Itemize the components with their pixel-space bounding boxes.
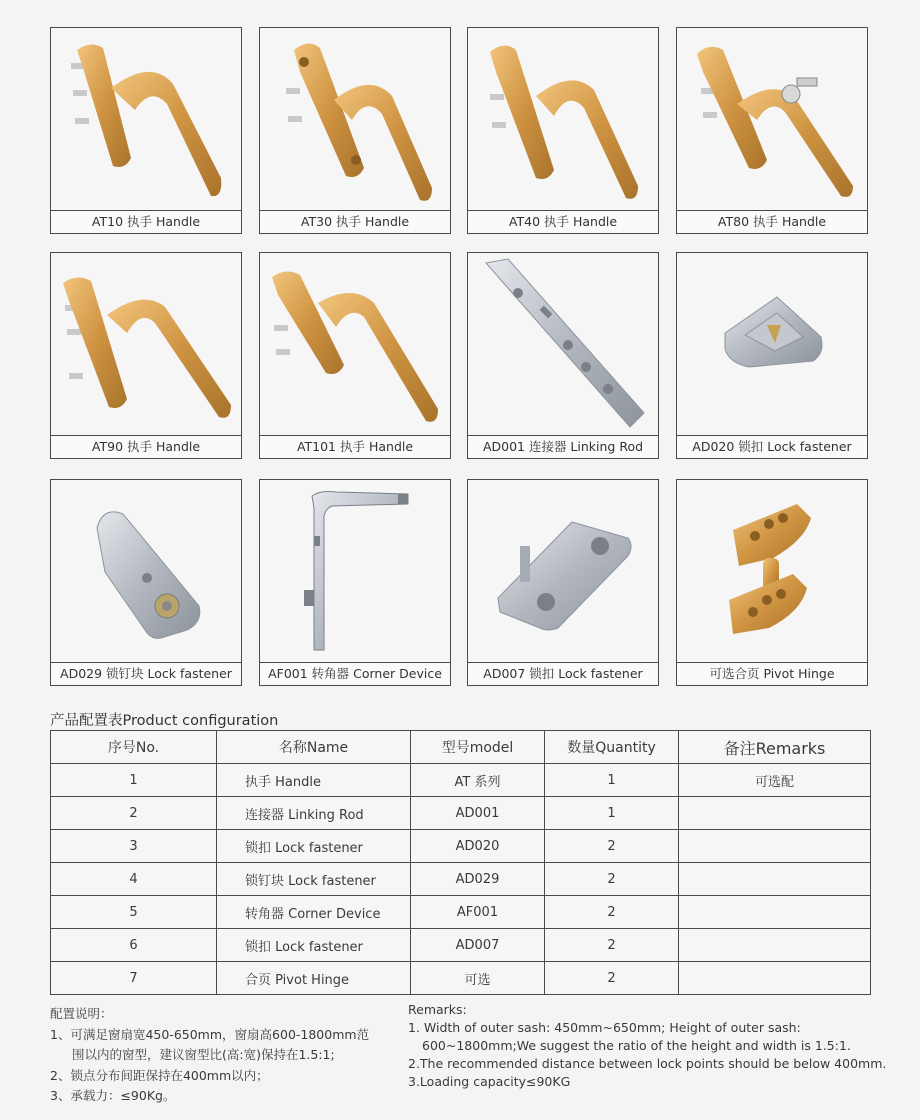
cell-no: 3	[51, 830, 217, 863]
product-caption: AD001 连接器 Linking Rod	[468, 435, 658, 458]
notes-en-line: 2.The recommended distance between lock points should be below 400mm.	[408, 1056, 887, 1071]
cell-no: 7	[51, 962, 217, 995]
cell-remarks	[679, 830, 871, 863]
notes-en-line: 600~1800mm;We suggest the ratio of the height and width is 1.5:1.	[422, 1038, 851, 1053]
cell-model: AF001	[411, 896, 545, 929]
gold-window-handle-icon	[468, 28, 658, 212]
config-title: 产品配置表Product configuration	[50, 713, 279, 729]
silver-corner-device-icon	[260, 480, 450, 664]
cell-model: AD001	[411, 797, 545, 830]
cell-quantity: 2	[545, 929, 679, 962]
notes-cn-line: 围以内的窗型，建议窗型比(高:宽)保持在1.5:1;	[72, 1047, 335, 1062]
silver-lock-pin-block-icon	[51, 480, 241, 664]
cell-quantity: 1	[545, 797, 679, 830]
header-remarks: 备注Remarks	[679, 731, 871, 764]
header-quantity: 数量Quantity	[545, 731, 679, 764]
gold-window-handle-icon	[51, 253, 241, 437]
product-card-at101	[259, 252, 451, 459]
product-card-at40	[467, 27, 659, 234]
cell-model: AT 系列	[411, 764, 545, 797]
product-caption: AT101 执手 Handle	[260, 435, 450, 458]
gold-window-handle-icon	[51, 28, 241, 212]
table-row	[51, 797, 871, 830]
cell-no: 6	[51, 929, 217, 962]
silver-lock-fastener-icon	[677, 253, 867, 437]
silver-lock-keeper-icon	[468, 480, 658, 664]
cell-name: 锁钉块 Lock fastener	[217, 863, 411, 896]
product-card-af001	[259, 479, 451, 686]
cell-quantity: 2	[545, 896, 679, 929]
cell-remarks	[679, 896, 871, 929]
product-card-ad020	[676, 252, 868, 459]
product-caption: AF001 转角器 Corner Device	[260, 662, 450, 685]
cell-model: AD020	[411, 830, 545, 863]
cell-name: 转角器 Corner Device	[217, 896, 411, 929]
notes-english	[408, 1001, 913, 1091]
cell-quantity: 2	[545, 962, 679, 995]
product-card-ad029	[50, 479, 242, 686]
gold-window-handle-icon	[260, 28, 450, 212]
cell-no: 1	[51, 764, 217, 797]
notes-chinese	[50, 1004, 390, 1107]
header-name: 名称Name	[217, 731, 411, 764]
product-card-pivot-hinge	[676, 479, 868, 686]
gold-pivot-hinge-icon	[677, 480, 867, 664]
cell-name: 连接器 Linking Rod	[217, 797, 411, 830]
cell-quantity: 1	[545, 764, 679, 797]
cell-remarks	[679, 962, 871, 995]
cell-remarks	[679, 863, 871, 896]
product-caption: AD020 锁扣 Lock fastener	[677, 435, 867, 458]
notes-cn-line: 1、可满足窗扇宽450-650mm，窗扇高600-1800mm范	[50, 1026, 370, 1042]
product-card-ad001	[467, 252, 659, 459]
cell-model: 可选	[411, 962, 545, 995]
silver-linking-rod-icon	[468, 253, 658, 437]
cell-name: 锁扣 Lock fastener	[217, 929, 411, 962]
table-row	[51, 764, 871, 797]
cell-remarks	[679, 929, 871, 962]
notes-cn-line: 2、锁点分布间距保持在400mm以内；	[50, 1067, 269, 1083]
notes-en-title: Remarks:	[408, 1002, 467, 1017]
cell-remarks: 可选配	[679, 764, 871, 797]
product-caption: AT80 执手 Handle	[677, 210, 867, 233]
product-caption: AT90 执手 Handle	[51, 435, 241, 458]
product-caption: 可选合页 Pivot Hinge	[677, 662, 867, 685]
gold-window-handle-icon	[260, 253, 450, 437]
table-row	[51, 929, 871, 962]
product-card-ad007	[467, 479, 659, 686]
cell-no: 5	[51, 896, 217, 929]
table-row	[51, 896, 871, 929]
cell-no: 4	[51, 863, 217, 896]
header-model: 型号model	[411, 731, 545, 764]
product-caption: AT10 执手 Handle	[51, 210, 241, 233]
cell-model: AD007	[411, 929, 545, 962]
table-header-row	[51, 731, 871, 764]
product-configuration-table	[50, 730, 871, 995]
table-row	[51, 863, 871, 896]
product-caption: AT40 执手 Handle	[468, 210, 658, 233]
cell-quantity: 2	[545, 863, 679, 896]
product-card-at30	[259, 27, 451, 234]
product-card-at80	[676, 27, 868, 234]
notes-en-line: 3.Loading capacity≤90KG	[408, 1074, 571, 1089]
header-no: 序号No.	[51, 731, 217, 764]
cell-name: 合页 Pivot Hinge	[217, 962, 411, 995]
notes-cn-line: 3、承载力：≤90Kg。	[50, 1088, 176, 1103]
cell-no: 2	[51, 797, 217, 830]
notes-en-line: 1. Width of outer sash: 450mm~650mm; Height of outer sash:	[408, 1020, 801, 1035]
product-caption: AT30 执手 Handle	[260, 210, 450, 233]
gold-locking-handle-with-key-icon	[677, 28, 867, 212]
cell-name: 执手 Handle	[217, 764, 411, 797]
table-row	[51, 830, 871, 863]
product-card-at90	[50, 252, 242, 459]
product-card-at10	[50, 27, 242, 234]
product-caption: AD029 锁钉块 Lock fastener	[51, 662, 241, 685]
cell-remarks	[679, 797, 871, 830]
product-caption: AD007 锁扣 Lock fastener	[468, 662, 658, 685]
cell-model: AD029	[411, 863, 545, 896]
cell-quantity: 2	[545, 830, 679, 863]
table-row	[51, 962, 871, 995]
cell-name: 锁扣 Lock fastener	[217, 830, 411, 863]
notes-cn-title: 配置说明：	[50, 1006, 113, 1021]
